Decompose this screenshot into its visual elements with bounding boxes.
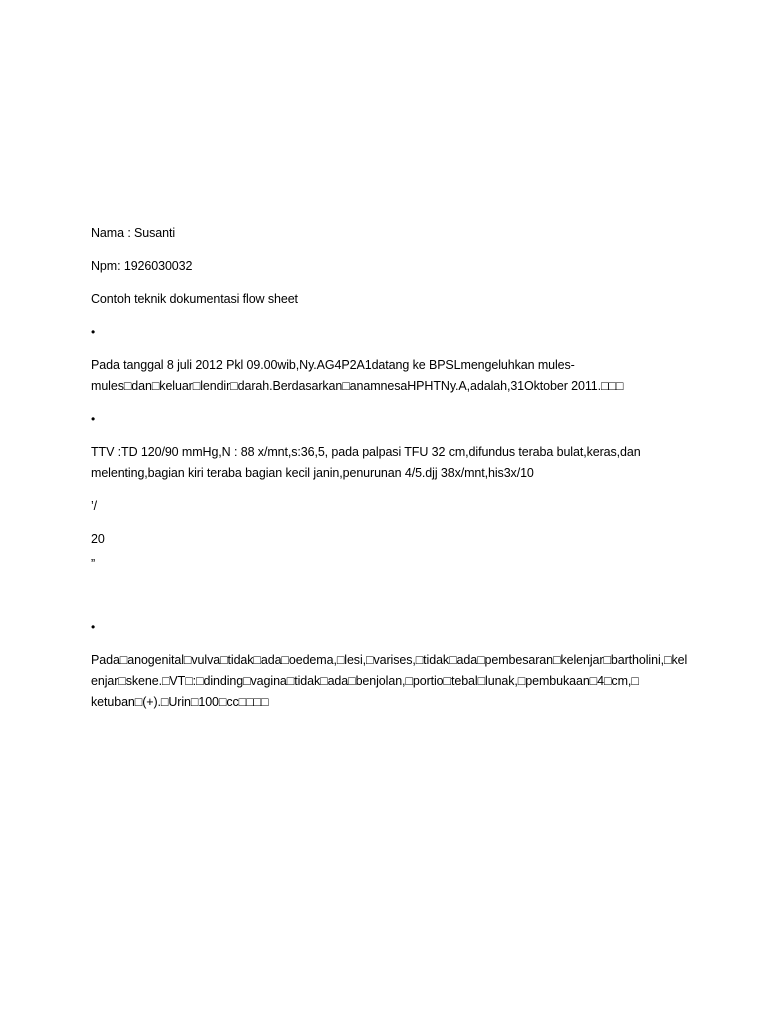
bullet-marker: • <box>91 412 96 426</box>
name-line: Nama : Susanti <box>91 226 176 240</box>
document-body <box>91 223 691 713</box>
npm-line: Npm: 1926030032 <box>91 259 193 273</box>
document-subtitle: Contoh teknik dokumentasi flow sheet <box>91 292 298 306</box>
paragraph-complaint: Pada tanggal 8 juli 2012 Pkl 09.00wib,Ny.AG4P2A1datang ke BPSLmengeluhkan mules-mules□dan□keluar□lendir□darah.Berdasarkan□anamnesaHPHTNy.A,adalah,31Oktober 2011.□□□ <box>91 358 624 393</box>
text-fragment: 20 <box>91 532 105 546</box>
bullet-marker: • <box>91 620 96 634</box>
text-fragment: ” <box>91 557 96 571</box>
bullet-marker: • <box>91 325 96 339</box>
paragraph-vital-signs: TTV :TD 120/90 mmHg,N : 88 x/mnt,s:36,5, pada palpasi TFU 32 cm,difundus teraba bulat,keras,dan melenting,bagian kiri teraba bagian kecil janin,penurunan 4/5.djj 38x/mnt,his3x/10 <box>91 445 641 480</box>
paragraph-examination: Pada□anogenital□vulva□tidak□ada□oedema,□lesi,□varises,□tidak□ada□pembesaran□kelenjar□bartholini,□kelenjar□skene.□VT□:□dinding□vagina□tidak□ada□benjolan,□portio□tebal□lunak,□pembukaan□4□cm,□ ketuban□(+).□Urin□100□cc□□□□ <box>91 653 688 709</box>
text-fragment: ’/ <box>91 499 98 513</box>
